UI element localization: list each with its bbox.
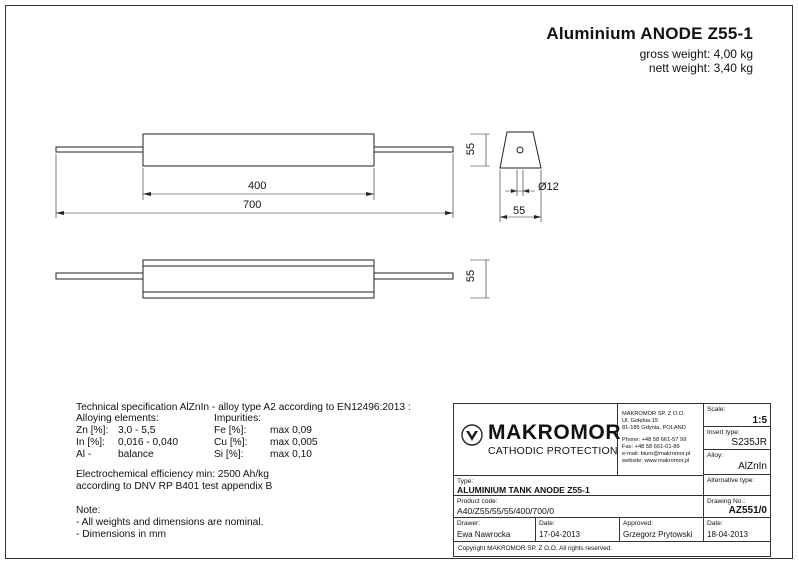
scale-label: Scale: — [707, 406, 726, 413]
alloy-value: AlZnIn — [738, 461, 767, 472]
alloy-value: 3,0 - 5,5 — [118, 425, 156, 436]
alloy-value: balance — [118, 449, 154, 460]
insert-type-value: S235JR — [731, 437, 767, 448]
title-block — [453, 403, 771, 557]
insert-type-label: Insert type: — [707, 429, 740, 436]
drawing-number-cell — [704, 496, 770, 518]
dim-400-label: 400 — [248, 180, 267, 192]
date-approved-value: 18-04-2013 — [707, 530, 748, 539]
scale-cell — [704, 404, 770, 427]
dim-hole-label: Ø12 — [538, 181, 559, 193]
impurity-value: max 0,09 — [270, 425, 312, 436]
company-street: Ul. Gołębia 15 — [622, 418, 659, 424]
brand-subtitle: CATHODIC PROTECTION — [488, 445, 618, 457]
company-city: 81-185 Gdynia, POLAND — [622, 425, 686, 431]
approved-label: Approved: — [623, 520, 654, 527]
company-phone: Phone: +48 58 661-57 99 — [622, 437, 687, 443]
copyright-notice: Copyright MAKROMOR SP. Z O.O. All rights reserved. — [458, 545, 613, 552]
drawer-label: Drawer: — [457, 520, 481, 527]
date-drawn-label: Date: — [539, 520, 555, 527]
scale-value: 1:5 — [752, 415, 767, 426]
alloy-element: Al - — [76, 449, 92, 460]
insert-right-top — [374, 147, 453, 152]
impurity-element: Si [%]: — [214, 449, 244, 460]
drawer-cell — [454, 518, 536, 542]
anode-body-top — [143, 134, 374, 166]
nett-weight: nett weight: 3,40 kg — [648, 61, 753, 75]
date-approved-label: Date: — [707, 520, 723, 527]
efficiency-line-2: according to DNV RP B401 test appendix B — [76, 481, 273, 492]
type-cell — [454, 475, 704, 496]
alloy-element: Zn [%]: — [76, 425, 109, 436]
drawing-number-label: Drawing No.: — [707, 498, 746, 505]
note-title: Note: — [76, 505, 101, 516]
product-code-label: Product code: — [457, 498, 498, 505]
brand-name: MAKROMOR — [488, 421, 622, 444]
type-label: Type: — [457, 478, 474, 485]
makromor-logo-icon — [461, 424, 483, 446]
alloy-label: Alloy: — [707, 452, 724, 459]
product-code-cell — [454, 496, 704, 518]
date-drawn-cell — [536, 518, 620, 542]
alloying-title: Alloying elements: — [76, 413, 159, 424]
company-name: MAKROMOR SP. Z O.O. — [622, 411, 685, 417]
address-cell — [618, 404, 704, 475]
dim-55-top-label: 55 — [465, 142, 478, 156]
efficiency-line-1: Electrochemical efficiency min: 2500 Ah/kg — [76, 469, 269, 480]
date-drawn-value: 17-04-2013 — [539, 530, 580, 539]
logo-cell — [454, 404, 622, 475]
drawing-number-value: AZ551/0 — [728, 505, 767, 516]
impurity-element: Cu [%]: — [214, 437, 248, 448]
impurity-value: max 0,10 — [270, 449, 312, 460]
alloy-element: In [%]: — [76, 437, 105, 448]
company-email: e-mail: biuro@makromor.pl — [622, 451, 691, 457]
insert-left-top — [56, 147, 143, 152]
date-approved-cell — [704, 518, 770, 542]
insert-right-bottom — [374, 273, 453, 279]
alternative-type-label: Alternative type: — [707, 477, 755, 484]
alloy-cell — [704, 450, 770, 475]
type-value: ALUMINIUM TANK ANODE Z55-1 — [457, 485, 590, 495]
drawing-title: Aluminium ANODE Z55-1 — [546, 24, 753, 43]
dim-700-label: 700 — [243, 199, 262, 211]
approved-value: Grzegorz Prytowski — [623, 530, 693, 539]
impurities-title: Impurities: — [214, 413, 261, 424]
insert-left-bottom — [56, 273, 143, 279]
impurity-value: max 0,005 — [270, 437, 318, 448]
approved-cell — [620, 518, 704, 542]
note-line-2: - Dimensions in mm — [76, 529, 167, 540]
gross-weight: gross weight: 4,00 kg — [639, 47, 753, 61]
product-code-value: A40/Z55/55/55/400/700/0 — [457, 506, 554, 516]
note-line-1: - All weights and dimensions are nominal. — [76, 517, 264, 528]
insert-type-cell — [704, 427, 770, 450]
anode-cross-section — [500, 132, 541, 168]
alloy-value: 0,016 - 0,040 — [118, 437, 179, 448]
impurity-element: Fe [%]: — [214, 425, 247, 436]
spec-heading: Technical specification AlZnIn - alloy type A2 according to EN12496:2013 : — [76, 402, 411, 413]
company-fax: Fax: +48 58 661-01-89 — [622, 444, 680, 450]
drawer-value: Ewa Nawrocka — [457, 530, 511, 539]
alternative-type-cell — [704, 475, 770, 496]
dim-55-bottom-label: 55 — [465, 269, 478, 283]
company-website: website: www.makromor.pl — [622, 458, 690, 464]
dim-55-width-label: 55 — [513, 205, 526, 217]
